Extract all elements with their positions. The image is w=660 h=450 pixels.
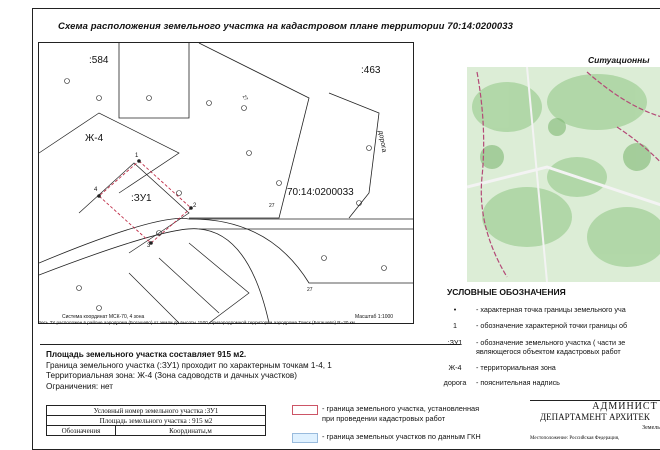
road-label: дорога [376, 130, 388, 153]
road-edge-d [189, 219, 413, 283]
plot-south-b [159, 258, 219, 313]
marker-27-top: 27 [240, 94, 249, 102]
legend-key: • [453, 305, 457, 314]
boundary-text: Граница земельного участка (:ЗУ1) проходит по характерным точкам 1-4, 1 [46, 360, 332, 370]
plot-south-a [189, 243, 249, 323]
legend-key: :ЗУ1 [447, 338, 463, 347]
situational-map [467, 67, 660, 282]
boundary-swatch [292, 405, 318, 415]
legend-item [440, 321, 628, 330]
legend-text: - обозначение земельного участка ( части зе [476, 338, 626, 347]
point-2-label: 2 [193, 203, 197, 209]
legend-item [440, 338, 626, 347]
table-header-coordinates: Координаты,м [116, 426, 266, 436]
point-4-marker [97, 194, 101, 198]
title-block [530, 400, 660, 441]
info-divider [40, 344, 460, 345]
zone-label: Ж-4 [85, 133, 104, 144]
parcel-info [46, 350, 332, 392]
plot-west [79, 163, 189, 253]
legend-key: Ж-4 [448, 363, 462, 372]
page-title: Схема расположения земельного участка на кадастровом плане территории 70:14:0200033 [58, 21, 514, 32]
legend-text: - характерная точка границы земельного уча [476, 305, 626, 314]
table-header-designations: Обозначения [47, 426, 116, 436]
title-block-line2: ДЕПАРТАМЕНТ АРХИТЕК [540, 412, 650, 422]
table-row: Площадь земельного участка : 915 м2 [47, 416, 266, 426]
legend-key: 1 [453, 321, 457, 330]
table-row: Условный номер земельного участка :ЗУ1 [47, 406, 266, 416]
point-1-label: 1 [135, 153, 139, 159]
road-edge-c [199, 229, 269, 323]
marker-27-mid: 27 [269, 203, 275, 209]
zu1-label: :ЗУ1 [131, 193, 152, 204]
area-text: Площадь земельного участка составляет 915 м2. [46, 350, 247, 359]
point-3-label: 3 [147, 243, 151, 249]
title-block-line3: Земель [642, 425, 660, 431]
title-block-line4: Местоположение: Российская Федерация, [530, 436, 620, 441]
situational-map-image [467, 67, 660, 282]
road-edge-a [39, 218, 413, 263]
legend-item [440, 363, 556, 372]
scale-label: Масштаб 1:1000 [355, 314, 394, 320]
parcel-463-label: :463 [361, 65, 381, 76]
legend-key: дорога [443, 378, 467, 387]
road-edge-right [329, 93, 379, 218]
cadastral-quarter-label: 70:14:0200033 [287, 187, 354, 198]
restrictions-text: Ограничения: нет [46, 381, 114, 391]
legend-item [440, 378, 560, 387]
map-caption: Весь ЗУ расположен в районе аэродрома (Богашево) от земли до высоты 1500, приаэродромной территории аэродрома Томск (Богашево) R=30 км. [38, 320, 357, 325]
cadastral-map [38, 42, 414, 324]
legend-item [440, 347, 621, 356]
parcel-584-boundary [119, 43, 189, 118]
parcel-584-label: :584 [89, 55, 109, 66]
legend-text: - территориальная зона [476, 363, 556, 372]
legend-text: являющегося объектом кадастровых работ [476, 347, 621, 356]
situational-title: Ситуационны [588, 55, 650, 65]
title-block-line1: АДМИНИСТ [592, 401, 658, 412]
point-4-label: 4 [94, 187, 98, 193]
parcel-table [46, 405, 266, 436]
legend-text: - обозначение характерной точки границы об [476, 321, 628, 330]
bottom-legend-line: - граница земельных участков по данным ГКН [322, 432, 481, 441]
legend-item [440, 305, 626, 314]
plot-north [39, 113, 179, 193]
zone-text: Территориальная зона: Ж-4 (Зона садоводств и дачных участков) [46, 371, 297, 380]
coord-system-label: Система координат МСК-70, 4 зона [62, 314, 145, 320]
legend-text: - пояснительная надпись [476, 378, 560, 387]
point-1-marker [137, 159, 141, 163]
cadastral-map-drawing [39, 43, 413, 323]
bottom-legend-line: - граница земельного участка, установленная [322, 404, 480, 413]
legend-title: УСЛОВНЫЕ ОБОЗНАЧЕНИЯ [447, 287, 566, 297]
marker-27-bottom: 27 [307, 287, 313, 293]
gkn-swatch [292, 433, 318, 443]
road-edge-b [39, 229, 413, 275]
bottom-legend-line: при проведении кадастровых работ [322, 414, 446, 423]
